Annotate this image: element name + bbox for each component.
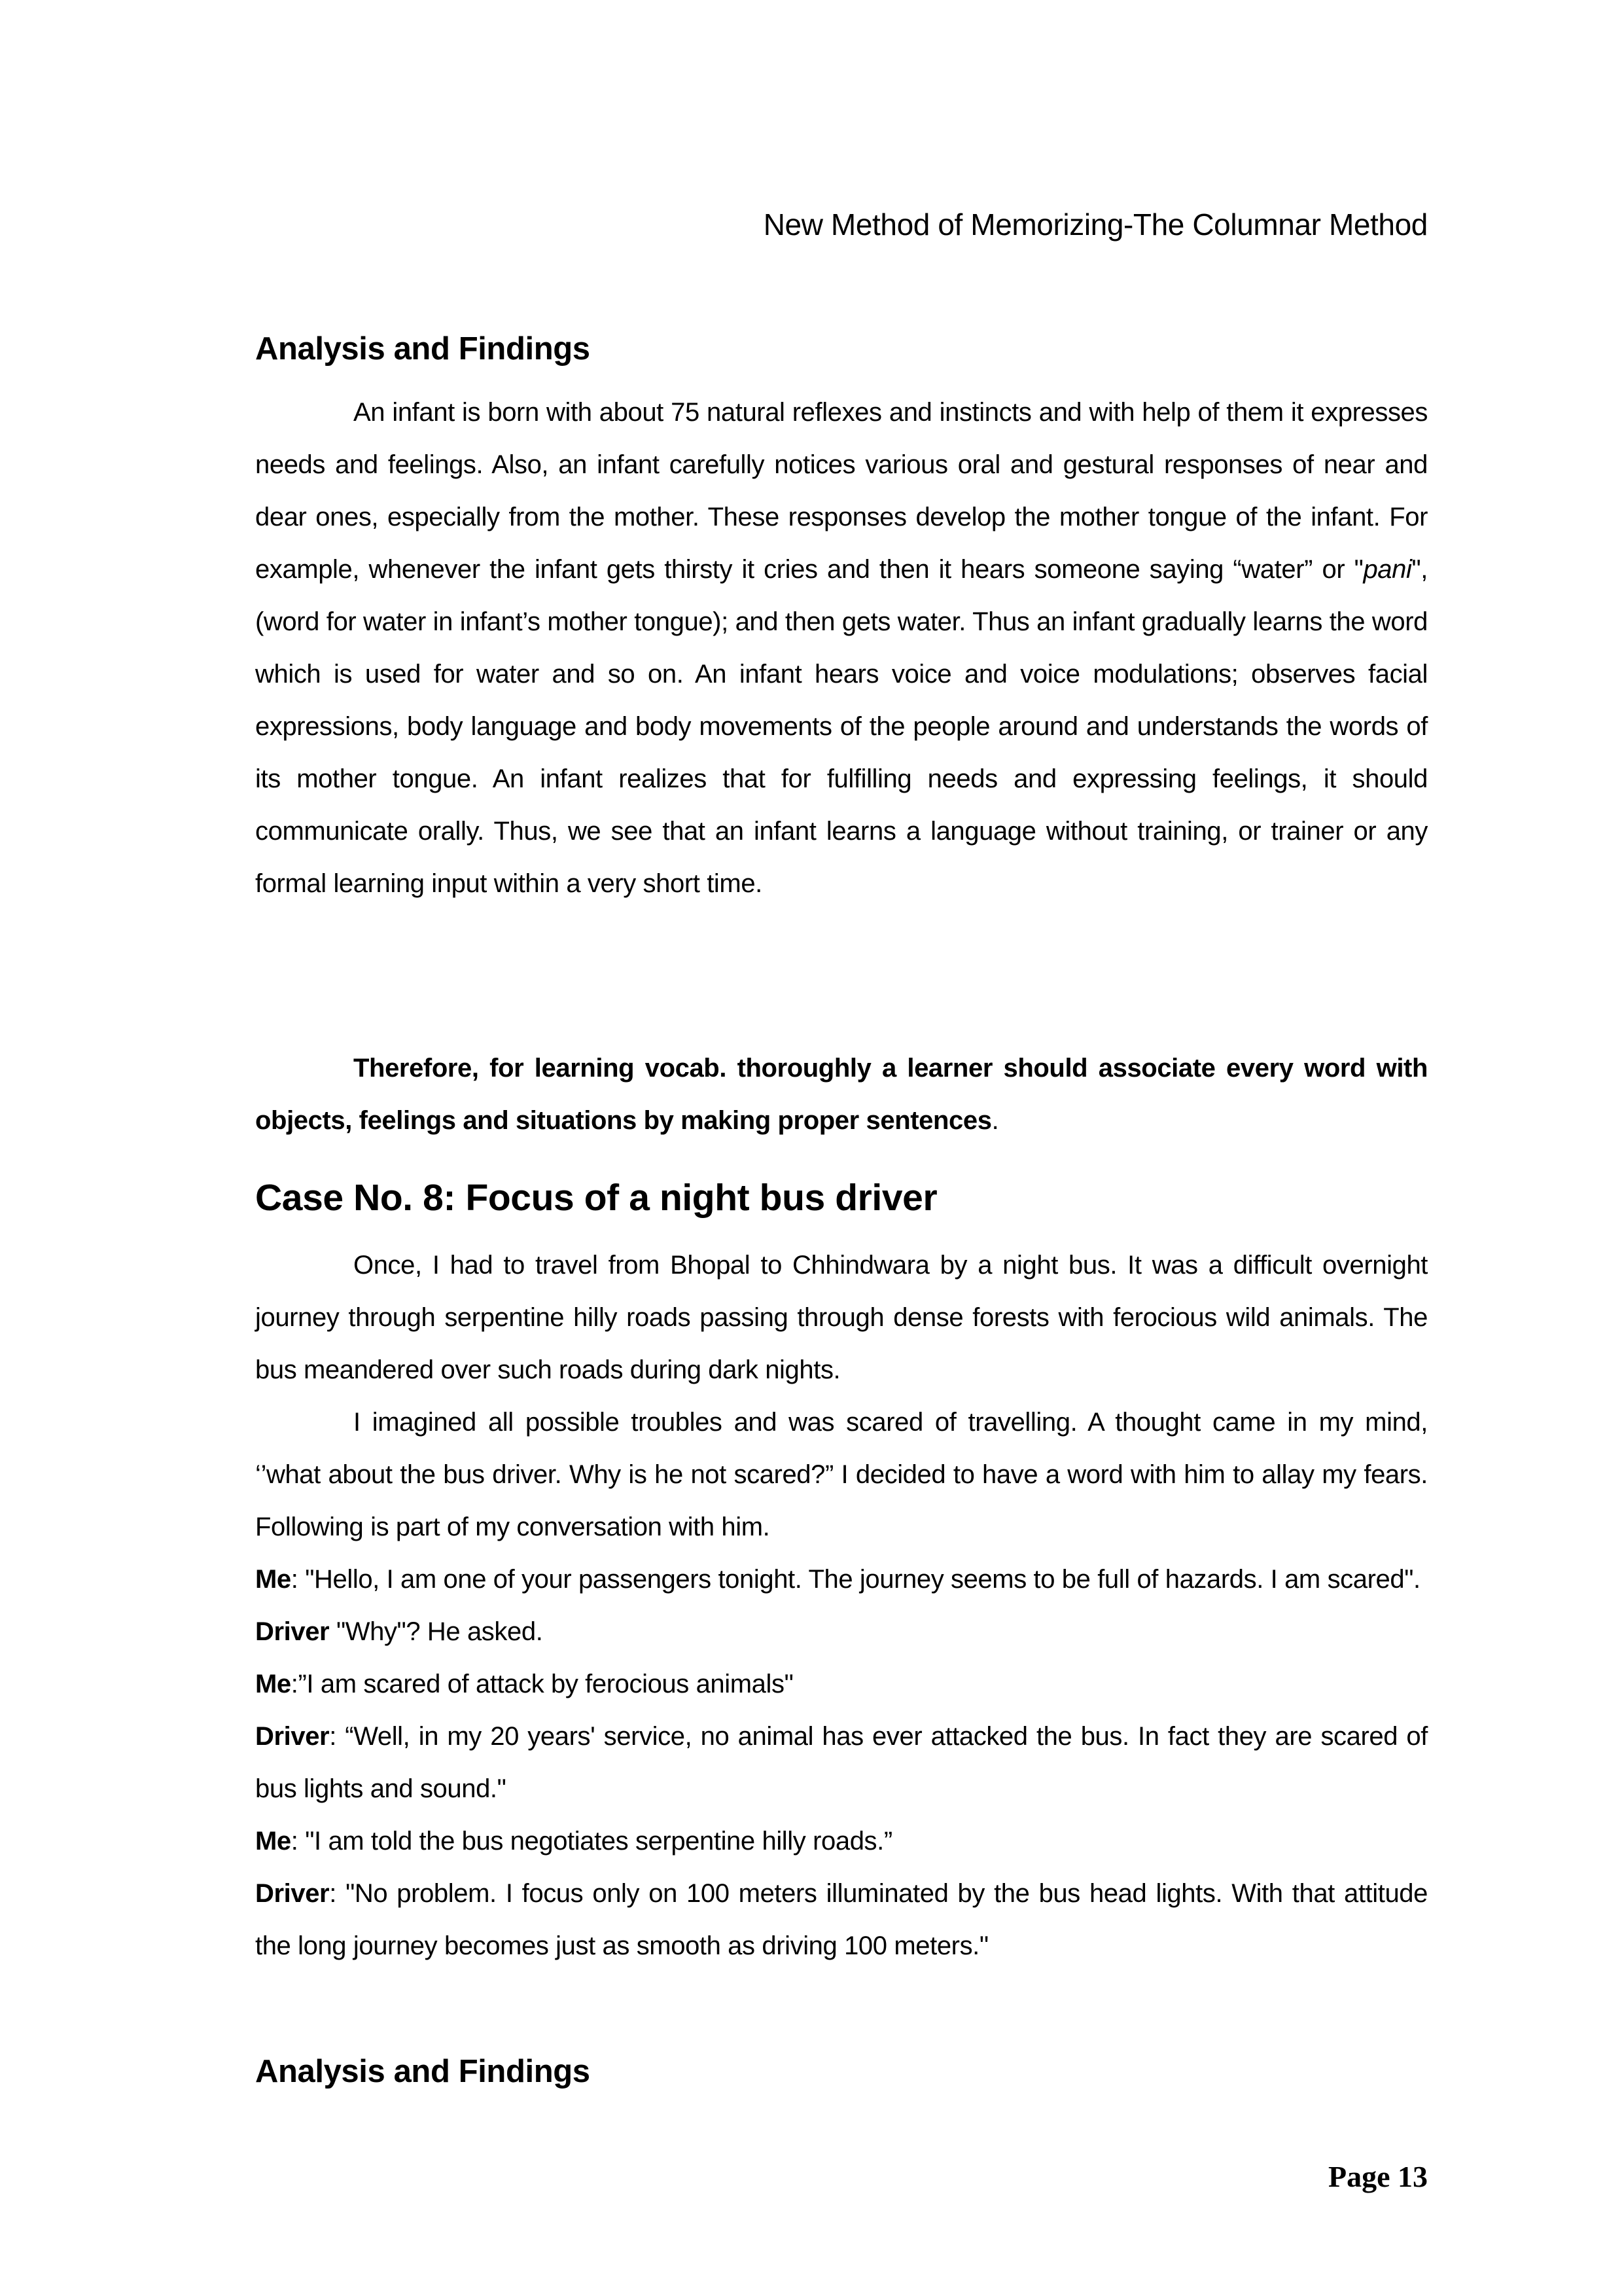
dialogue-speaker: Me	[255, 1670, 291, 1698]
dialogue-speaker: Me	[255, 1827, 291, 1856]
paragraph-thoughts: I imagined all possible troubles and was scared of travelling. A thought came in my mind, ‘’what about the bus driver. Why is he not scared?” I decided to have a word with him to allay my fears. Following is part of my conversation with him.	[255, 1408, 1428, 1541]
dialogue-separator: :	[291, 1565, 306, 1594]
dialogue-text: "I am told the bus negotiates serpentine hilly roads.”	[305, 1827, 892, 1856]
dialogue-separator: :	[329, 1722, 345, 1751]
dialogue-section	[255, 1553, 1428, 1972]
takeaway-period: .	[991, 1106, 999, 1135]
dialogue-text: "Hello, I am one of your passengers tonight. The journey seems to be full of hazards. I am scared".	[305, 1565, 1421, 1594]
dialogue-line	[255, 1553, 1428, 1605]
section-title-analysis-1: Analysis and Findings	[255, 331, 590, 367]
dialogue-speaker: Driver	[255, 1879, 330, 1908]
page-number: Page 13	[1328, 2160, 1428, 2193]
dialogue-separator: :	[291, 1827, 306, 1856]
paragraph-infant-learning	[255, 386, 1428, 910]
paragraph-text-segment: ", (word for water in infant’s mother tongue); and then gets water. Thus an infant gradually learns the word which is used for water and so on. An infant hears voice and voice modulations; observes facial expressions, body language and body movements of the people around and understands the words of its mother tongue. An infant realizes that for fulfilling needs and expressing feelings, it should communicate orally. Thus, we see that an infant learns a language without training, or trainer or any formal learning input within a very short time.	[255, 555, 1428, 898]
dialogue-text: "No problem. I focus only on 100 meters illuminated by the bus head lights. With that attitude the long journey becomes just as smooth as driving 100 meters."	[255, 1879, 1428, 1960]
dialogue-separator	[329, 1617, 336, 1646]
section-title-case-8: Case No. 8: Focus of a night bus driver	[255, 1177, 938, 1219]
dialogue-text: ”I am scared of attack by ferocious animals"	[298, 1670, 794, 1698]
dialogue-line	[255, 1815, 1428, 1867]
dialogue-line	[255, 1710, 1428, 1815]
dialogue-text: "Why"? He asked.	[336, 1617, 543, 1646]
dialogue-line	[255, 1605, 1428, 1658]
dialogue-speaker: Driver	[255, 1722, 330, 1751]
section-title-analysis-2: Analysis and Findings	[255, 2054, 590, 2089]
dialogue-separator: :	[291, 1670, 298, 1698]
paragraph-takeaway	[255, 1042, 1428, 1147]
dialogue-line	[255, 1658, 1428, 1710]
running-header: New Method of Memorizing-The Columnar Method	[763, 207, 1428, 242]
dialogue-speaker: Me	[255, 1565, 291, 1594]
paragraph-journey: Once, I had to travel from Bhopal to Chhindwara by a night bus. It was a difficult overnight journey through serpentine hilly roads passing through dense forests with ferocious wild animals. The bus meandered over such roads during dark nights.	[255, 1251, 1428, 1384]
dialogue-separator: :	[329, 1879, 346, 1908]
italic-word-pani: pani	[1363, 555, 1412, 584]
dialogue-text: “Well, in my 20 years' service, no animal has ever attacked the bus. In fact they are scared of bus lights and sound."	[255, 1722, 1428, 1803]
paragraph-text-segment: An infant is born with about 75 natural reflexes and instincts and with help of them it expresses needs and feelings. Also, an infant carefully notices various oral and gestural responses of near and dear ones, especially from the mother. These responses develop the mother tongue of the infant. For example, whenever the infant gets thirsty it cries and then it hears someone saying “water” or "	[255, 398, 1428, 584]
dialogue-line	[255, 1867, 1428, 1972]
takeaway-bold-text: Therefore, for learning vocab. thoroughly a learner should associate every word with objects, feelings and situations by making proper sentences	[255, 1054, 1428, 1135]
dialogue-speaker: Driver	[255, 1617, 330, 1646]
